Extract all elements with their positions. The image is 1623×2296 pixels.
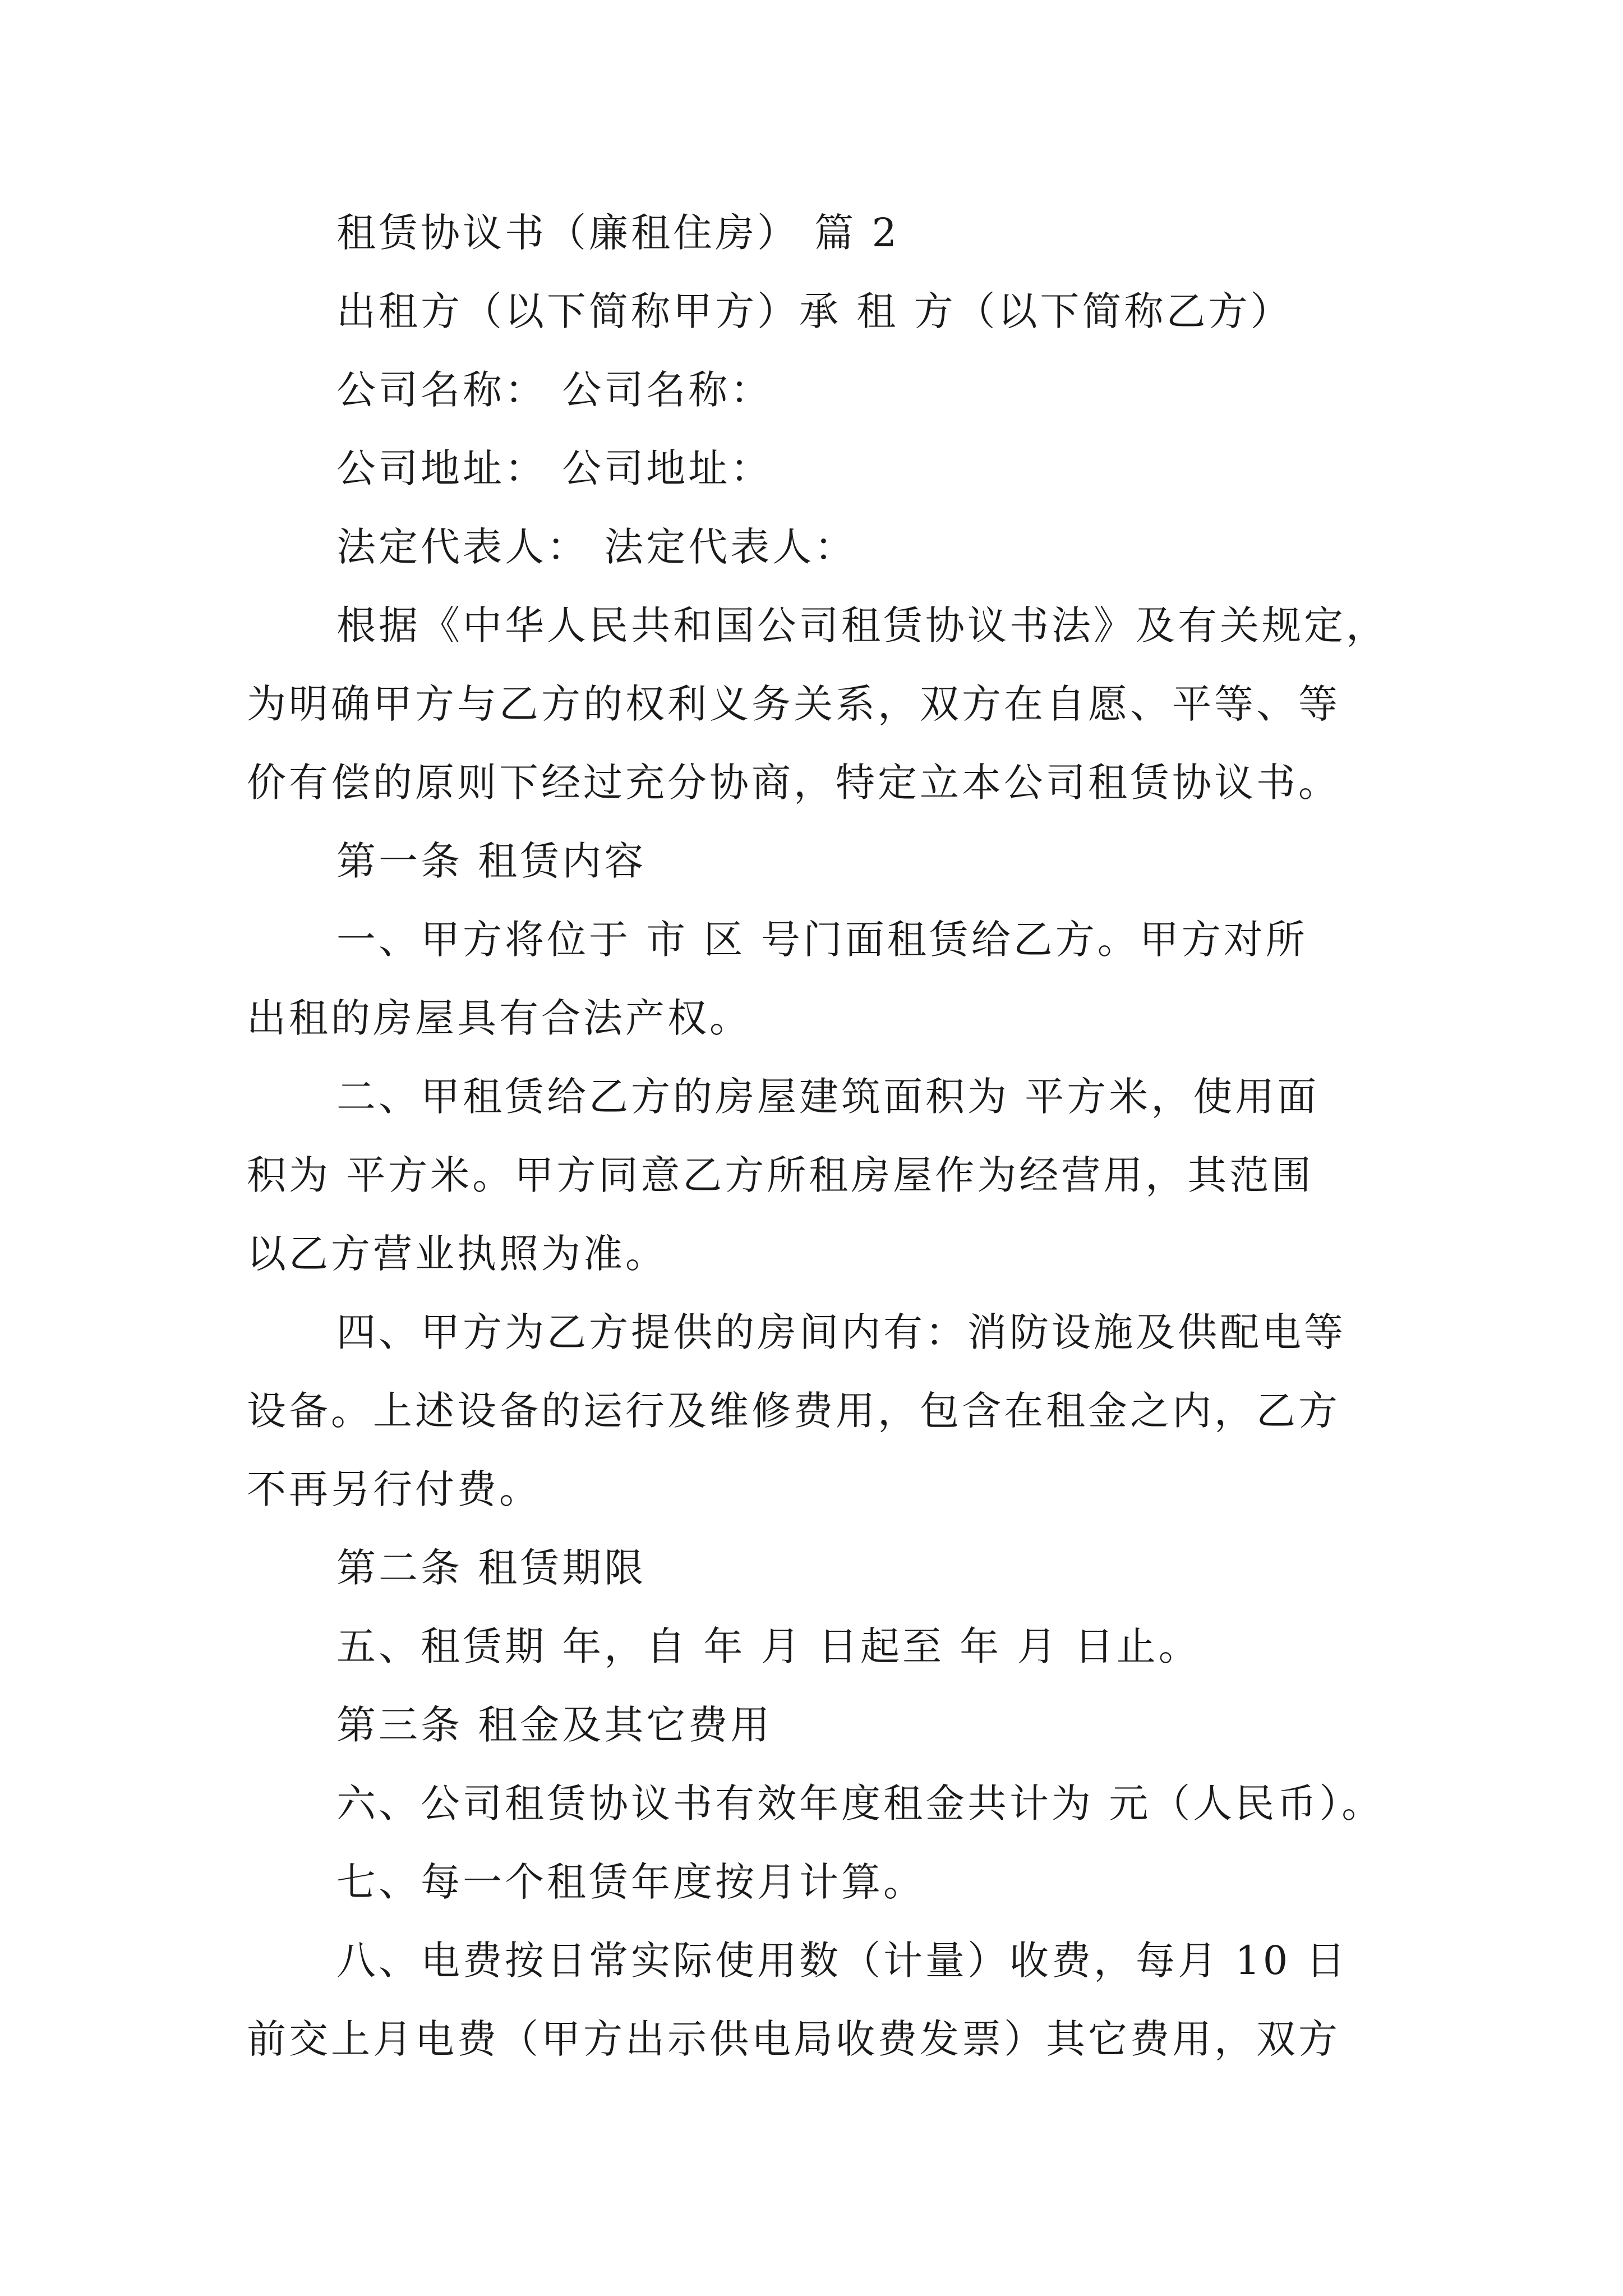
paragraph-line: 二、甲租赁给乙方的房屋建筑面积为 平方米，使用面 xyxy=(336,1074,1320,1120)
paragraph-line: 前交上月电费（甲方出示供电局收费发票）其它费用，双方 xyxy=(247,2016,1340,2062)
legal-representative-line: 法定代表人： 法定代表人： xyxy=(336,524,857,570)
company-address-line: 公司地址： 公司地址： xyxy=(336,445,773,491)
paragraph-line: 根据《中华人民共和国公司租赁协议书法》及有关规定， xyxy=(336,602,1388,648)
paragraph-line: 八、电费按日常实际使用数（计量）收费，每月 10 日 xyxy=(336,1938,1348,1984)
article-heading: 第二条 租赁期限 xyxy=(336,1545,647,1591)
paragraph-line: 为明确甲方与乙方的权利义务关系，双方在自愿、平等、等 xyxy=(247,681,1340,727)
paragraph-line: 出租的房屋具有合法产权。 xyxy=(247,995,751,1041)
paragraph-line: 五、租赁期 年，自 年 月 日起至 年 月 日止。 xyxy=(336,1623,1201,1669)
paragraph-line: 四、甲方为乙方提供的房间内有：消防设施及供配电等 xyxy=(336,1309,1346,1355)
document-title: 租赁协议书（廉租住房） 篇 2 xyxy=(336,210,900,256)
paragraph-line: 价有偿的原则下经过充分协商，特定立本公司租赁协议书。 xyxy=(247,760,1340,806)
paragraph-line: 六、公司租赁协议书有效年度租金共计为 元（人民币）。 xyxy=(336,1780,1384,1826)
paragraph-line: 一、甲方将位于 市 区 号门面租赁给乙方。甲方对所 xyxy=(336,917,1308,963)
paragraph-line: 积为 平方米。甲方同意乙方所租房屋作为经营用，其范围 xyxy=(247,1152,1314,1198)
company-name-line: 公司名称： 公司名称： xyxy=(336,367,773,413)
paragraph-line: 七、每一个租赁年度按月计算。 xyxy=(336,1859,925,1905)
paragraph-line: 设备。上述设备的运行及维修费用，包含在租金之内，乙方 xyxy=(247,1388,1340,1434)
paragraph-line: 以乙方营业执照为准。 xyxy=(247,1231,667,1277)
parties-header: 出租方（以下简称甲方）承 租 方（以下简称乙方） xyxy=(336,288,1293,334)
paragraph-line: 不再另行付费。 xyxy=(247,1466,541,1512)
article-heading: 第三条 租金及其它费用 xyxy=(336,1702,773,1748)
article-heading: 第一条 租赁内容 xyxy=(336,838,647,884)
